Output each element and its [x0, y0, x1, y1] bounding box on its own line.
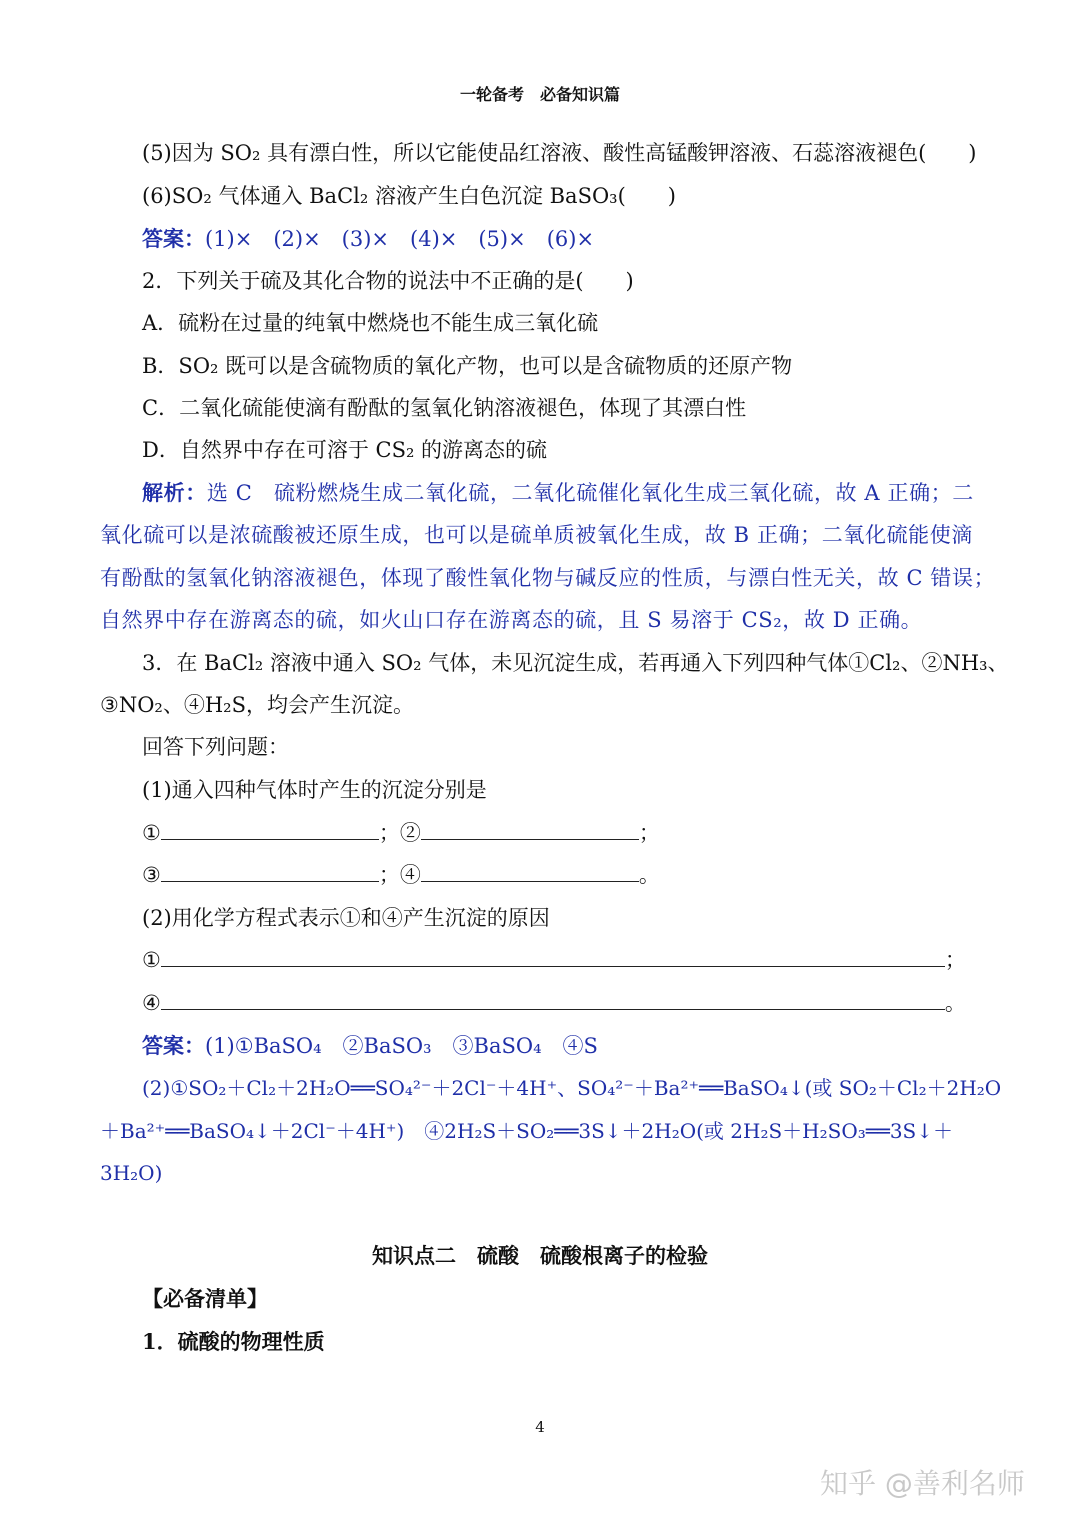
page-header: 一轮备考 必备知识篇: [459, 85, 620, 104]
question-3-part-1: (1)通入四种气体时产生的沉淀分别是: [142, 778, 487, 802]
marker-4: ④: [399, 863, 421, 887]
option-d: D．自然界中存在可溶于 CS₂ 的游离态的硫: [142, 438, 548, 462]
option-a: A．硫粉在过量的纯氧中燃烧也不能生成三氧化硫: [142, 311, 599, 335]
answer-3-line-2: (2)①SO₂＋Cl₂＋2H₂O══SO₄²⁻＋2Cl⁻＋4H⁺、SO₄²⁻＋Ba²⁺══BaSO₄↓(或 SO₂＋Cl₂＋2H₂O: [142, 1076, 1002, 1100]
separator: 。: [944, 991, 966, 1015]
explanation-line-4: 自然界中存在游离态的硫，如火山口存在游离态的硫，且 S 易溶于 CS₂，故 D 正确。: [100, 608, 923, 632]
answer-3-line-1: [142, 1031, 598, 1061]
option-b: B．SO₂ 既可以是含硫物质的氧化产物，也可以是含硫物质的还原产物: [142, 354, 793, 378]
equation-row-2: [142, 988, 966, 1018]
question-3-part-2: (2)用化学方程式表示①和④产生沉淀的原因: [142, 906, 550, 930]
equation-row-1: [142, 945, 966, 975]
answer-blank-3[interactable]: [161, 861, 379, 882]
separator: ；: [638, 821, 660, 845]
question-6: (6)SO₂ 气体通入 BaCl₂ 溶液产生白色沉淀 BaSO₃( ): [142, 184, 676, 208]
marker-1: ①: [142, 948, 161, 972]
answer-label: 答案：: [142, 1033, 205, 1058]
blank-row-1: [142, 818, 660, 848]
explanation-line-1: [142, 478, 974, 508]
marker-3: ③: [142, 863, 161, 887]
question-3-line-2: ③NO₂、④H₂S，均会产生沉淀。: [100, 693, 414, 717]
equation-blank-1[interactable]: [161, 946, 945, 967]
explanation-line-3: 有酚酞的氢氧化钠溶液褪色，体现了酸性氧化物与碱反应的性质，与漂白性无关，故 C 错误；: [100, 566, 996, 590]
page-number: 4: [535, 1418, 545, 1436]
equation-blank-2[interactable]: [161, 989, 945, 1010]
marker-4: ④: [142, 991, 161, 1015]
question-2: 2．下列关于硫及其化合物的说法中不正确的是( ): [142, 269, 634, 293]
answer-3-line-3: ＋Ba²⁺══BaSO₄↓＋2Cl⁻＋4H⁺) ④2H₂S＋SO₂══3S↓＋2H₂O(或 2H₂S＋H₂SO₃══3S↓＋: [100, 1119, 954, 1143]
marker-2: ②: [399, 821, 421, 845]
question-3-line-1: 3．在 BaCl₂ 溶液中通入 SO₂ 气体，未见沉淀生成，若再通入下列四种气体①Cl₂、②NH₃、: [142, 651, 1009, 675]
answer-text: (1)①BaSO₄ ②BaSO₃ ③BaSO₄ ④S: [205, 1034, 598, 1058]
answer-label: 答案：: [142, 226, 205, 251]
separator: ；: [944, 948, 966, 972]
separator: ；: [378, 863, 400, 887]
separator: 。: [638, 863, 660, 887]
question-5: (5)因为 SO₂ 具有漂白性，所以它能使品红溶液、酸性高锰酸钾溶液、石蕊溶液褪色( ): [142, 141, 977, 165]
question-3-prompt: 回答下列问题：: [142, 735, 289, 759]
separator: ；: [378, 821, 400, 845]
watermark: 知乎 @善利名师: [820, 1467, 1025, 1500]
answer-blank-2[interactable]: [421, 819, 639, 840]
answer-1: [142, 224, 594, 254]
marker-1: ①: [142, 821, 161, 845]
explanation-text: 选 C 硫粉燃烧生成二氧化硫，二氧化硫催化氧化生成三氧化硫，故 A 正确；二: [206, 481, 974, 505]
item-1: 1．硫酸的物理性质: [142, 1329, 325, 1354]
blank-row-2: [142, 860, 660, 890]
section-title: 知识点二 硫酸 硫酸根离子的检验: [372, 1243, 708, 1268]
explanation-label: 解析：: [142, 480, 207, 505]
answer-3-line-4: 3H₂O): [100, 1161, 163, 1185]
option-c: C．二氧化硫能使滴有酚酞的氢氧化钠溶液褪色，体现了其漂白性: [142, 396, 747, 420]
answer-blank-4[interactable]: [421, 861, 639, 882]
explanation-line-2: 氧化硫可以是浓硫酸被还原生成，也可以是硫单质被氧化生成，故 B 正确；二氧化硫能使滴: [100, 523, 973, 547]
list-title: 【必备清单】: [142, 1286, 268, 1311]
answer-text: (1)× (2)× (3)× (4)× (5)× (6)×: [205, 227, 595, 251]
answer-blank-1[interactable]: [161, 819, 379, 840]
